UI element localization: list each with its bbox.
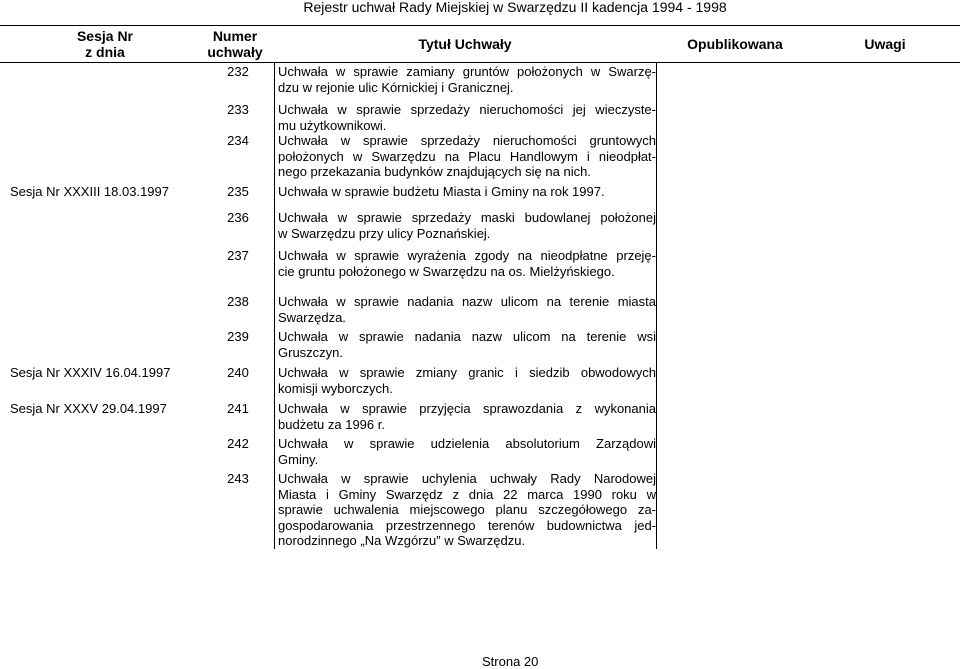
resolution-title bbox=[278, 329, 656, 360]
column-header-title: Tytuł Uchwały bbox=[418, 36, 512, 52]
resolution-number: 243 bbox=[227, 471, 249, 486]
resolution-number: 234 bbox=[227, 133, 249, 148]
resolution-title-line: Uchwała w sprawie nadania nazw ulicom na terenie wsi bbox=[278, 329, 656, 344]
resolution-title bbox=[278, 365, 656, 396]
resolution-title bbox=[278, 294, 656, 325]
resolution-title-line: Uchwała w sprawie zamiany gruntów położonych w Swarzę- bbox=[278, 64, 656, 79]
resolution-title bbox=[278, 401, 656, 432]
resolution-title-line: Uchwała w sprawie uchylenia uchwały Rady Narodowej bbox=[278, 471, 656, 486]
column-header-number-line1: Numer bbox=[212, 28, 258, 44]
resolution-title bbox=[278, 64, 656, 95]
resolution-title-line: nego przekazania budynków znajdujących się na nich. bbox=[278, 164, 591, 179]
resolution-number: 232 bbox=[227, 64, 249, 79]
resolution-title-line: sprawie uchwalenia miejscowego planu szczegółowego za- bbox=[278, 502, 656, 517]
resolution-title bbox=[278, 210, 656, 241]
resolution-number: 242 bbox=[227, 436, 249, 451]
column-header-number-line2: uchwały bbox=[207, 44, 263, 60]
column-header-notes: Uwagi bbox=[864, 36, 906, 52]
resolution-title-line: Gruszczyn. bbox=[278, 344, 344, 360]
resolution-title-line: Uchwała w sprawie wyrażenia zgody na nieodpłatne przeję- bbox=[278, 248, 656, 263]
resolution-title-line: Uchwała w sprawie udzielenia absolutorium Zarządowi bbox=[278, 436, 656, 451]
resolution-title-line: Gminy. bbox=[278, 451, 319, 467]
resolution-title-line: Uchwała w sprawie sprzedaży nieruchomości gruntowych bbox=[278, 133, 656, 148]
resolution-title bbox=[278, 133, 656, 180]
resolution-title-line: dzu w rejonie ulic Kórnickiej i Granicznej. bbox=[278, 79, 514, 95]
resolution-title-line: Uchwała w sprawie sprzedaży nieruchomości jej wieczyste- bbox=[278, 102, 656, 117]
resolution-title-line: norodzinnego „Na Wzgórzu” w Swarzędzu. bbox=[278, 533, 526, 548]
resolution-title bbox=[278, 102, 656, 133]
resolution-title bbox=[278, 184, 656, 200]
resolution-title-line: Miasta i Gminy Swarzędz z dnia 22 marca 1990 roku w bbox=[278, 486, 656, 502]
resolution-number: 236 bbox=[227, 210, 249, 225]
column-header-number bbox=[190, 28, 280, 60]
resolution-title-line: Swarzędza. bbox=[278, 309, 346, 325]
session-cell: Sesja Nr XXXV 29.04.1997 bbox=[10, 401, 167, 416]
column-header-session bbox=[50, 28, 160, 60]
page-number: Strona 20 bbox=[482, 654, 539, 669]
column-header-session-line1: Sesja Nr bbox=[76, 28, 134, 44]
resolution-number: 237 bbox=[227, 248, 249, 263]
resolution-title-line: Uchwała w sprawie budżetu Miasta i Gminy na rok 1997. bbox=[278, 184, 605, 199]
column-header-session-line2: z dnia bbox=[85, 44, 125, 60]
column-header-published: Opublikowana bbox=[687, 36, 783, 52]
header-bottom-rule bbox=[0, 62, 960, 63]
resolution-title-line: mu użytkownikowi. bbox=[278, 117, 387, 133]
session-cell: Sesja Nr XXXIII 18.03.1997 bbox=[10, 184, 169, 199]
resolution-title-line: komisji wyborczych. bbox=[278, 380, 393, 396]
resolution-title bbox=[278, 436, 656, 467]
resolution-title-line: Uchwała w sprawie przyjęcia sprawozdania z wykonania bbox=[278, 401, 656, 416]
resolution-title-line: Uchwała w sprawie sprzedaży maski budowlanej położonej bbox=[278, 210, 656, 225]
resolution-number: 241 bbox=[227, 401, 249, 416]
resolution-title-line: gospodarowania przestrzennego terenów budownictwa jed- bbox=[278, 517, 656, 533]
resolution-title-line: położonych w Swarzędzu na Placu Handlowym i nieodpłat- bbox=[278, 148, 656, 164]
header-top-rule bbox=[0, 25, 960, 26]
title-column-left-rule bbox=[274, 62, 275, 549]
resolution-title bbox=[278, 471, 656, 549]
resolution-title-line: budżetu za 1996 r. bbox=[278, 416, 385, 432]
resolution-number: 239 bbox=[227, 329, 249, 344]
resolution-title-line: Uchwała w sprawie zmiany granic i siedzib obwodowych bbox=[278, 365, 656, 380]
document-title: Rejestr uchwał Rady Miejskiej w Swarzędzu II kadencja 1994 - 1998 bbox=[303, 0, 727, 15]
resolution-title-line: cie gruntu położonego w Swarzędzu na os. Mielżyńskiego. bbox=[278, 263, 615, 279]
resolution-number: 233 bbox=[227, 102, 249, 117]
title-column-right-rule bbox=[656, 62, 657, 549]
resolution-title-line: w Swarzędzu przy ulicy Poznańskiej. bbox=[278, 225, 491, 241]
resolution-title-line: Uchwała w sprawie nadania nazw ulicom na terenie miasta bbox=[278, 294, 656, 309]
resolution-number: 240 bbox=[227, 365, 249, 380]
resolution-number: 238 bbox=[227, 294, 249, 309]
resolution-number: 235 bbox=[227, 184, 249, 199]
resolution-title bbox=[278, 248, 656, 279]
session-cell: Sesja Nr XXXIV 16.04.1997 bbox=[10, 365, 171, 380]
